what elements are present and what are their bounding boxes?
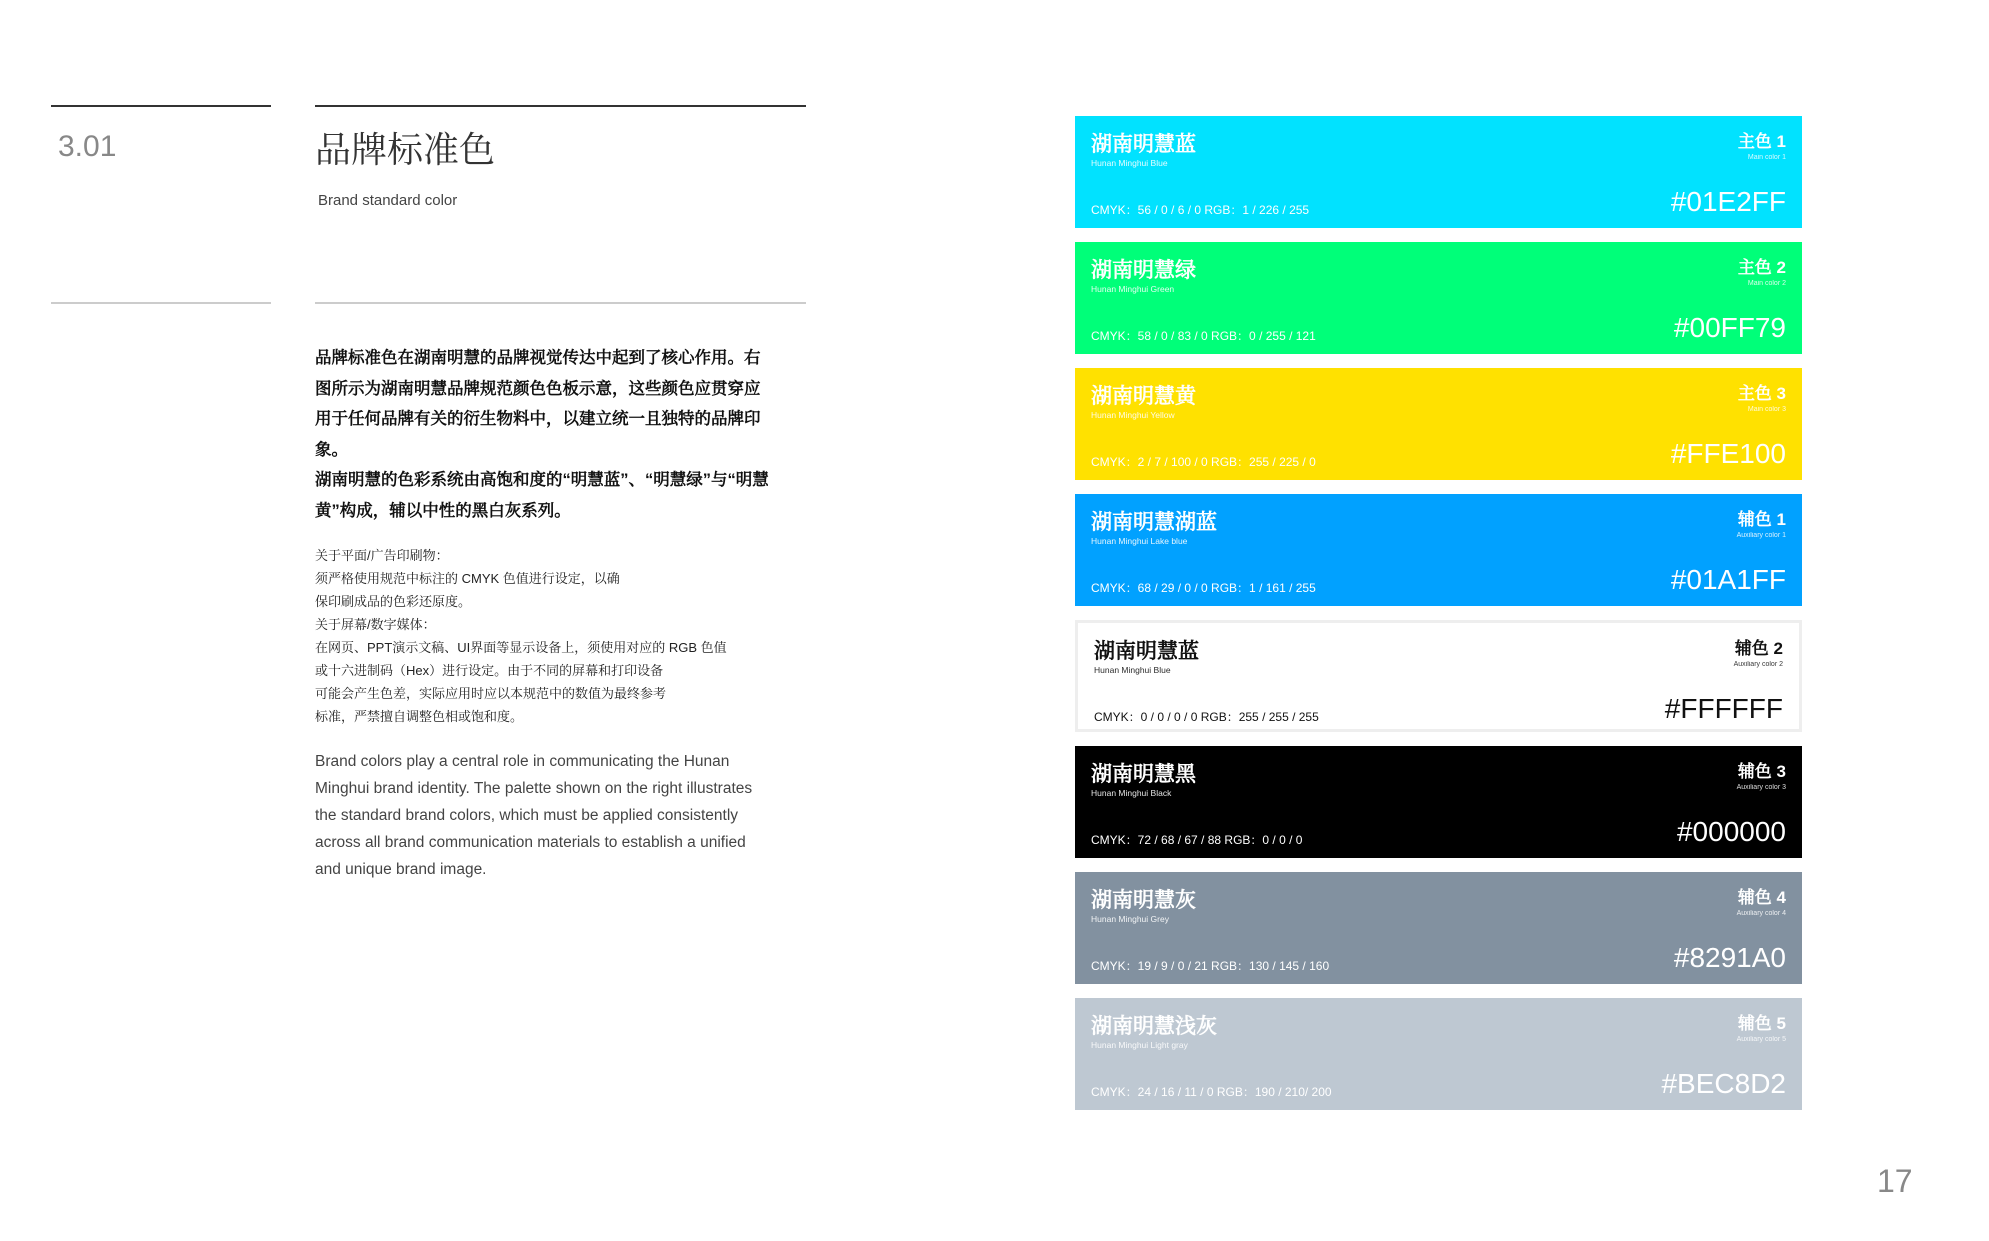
note-line: 在网页、PPT演示文稿、UI界面等显示设备上，须使用对应的 RGB 色值 <box>315 640 727 655</box>
divider-mid-right <box>315 302 806 304</box>
swatch-specs: CMYK：0 / 0 / 0 / 0 RGB：255 / 255 / 255 <box>1094 710 1319 724</box>
divider-top-left <box>51 105 271 107</box>
swatch-name: 湖南明慧蓝 <box>1091 133 1196 156</box>
page-title: 品牌标准色 <box>315 129 496 170</box>
color-swatch <box>1075 746 1802 858</box>
swatch-name: 湖南明慧黄 <box>1091 385 1196 408</box>
swatch-hex: #FFFFFF <box>1664 693 1783 724</box>
swatch-english-name: Hunan Minghui Grey <box>1091 914 1169 924</box>
color-swatch <box>1075 368 1802 480</box>
swatch-label: 辅色 2 <box>1734 639 1783 658</box>
swatch-hex: #FFE100 <box>1670 438 1786 469</box>
color-swatch <box>1075 116 1802 228</box>
swatch-label-english: Main color 1 <box>1747 154 1786 161</box>
swatch-label-english: Auxiliary color 4 <box>1736 910 1786 917</box>
swatch-hex: #8291A0 <box>1673 942 1786 973</box>
swatch-specs: CMYK：2 / 7 / 100 / 0 RGB：255 / 225 / 0 <box>1091 455 1316 469</box>
page-number: 17 <box>1877 1163 1913 1199</box>
swatch-name: 湖南明慧蓝 <box>1094 640 1199 663</box>
swatch-name: 湖南明慧灰 <box>1091 889 1196 912</box>
swatch-name: 湖南明慧绿 <box>1091 259 1196 282</box>
swatch-label-english: Main color 2 <box>1747 280 1786 287</box>
swatch-hex: #00FF79 <box>1673 312 1786 343</box>
body-en: Brand colors play a central role in communicating the Hunan Minghui brand identity. The palette shown on the right illustrates the standard brand colors, which must be applied consistently across all brand communication materials to establish a unified and unique brand image. <box>315 753 753 878</box>
swatch-english-name: Hunan Minghui Green <box>1091 284 1175 294</box>
swatch-label: 主色 3 <box>1737 384 1786 403</box>
swatch-hex: #01E2FF <box>1670 186 1786 217</box>
note-line: 标准，严禁擅自调整色相或饱和度。 <box>315 709 524 724</box>
swatch-hex: #BEC8D2 <box>1661 1068 1786 1099</box>
swatch-label: 辅色 3 <box>1737 762 1786 781</box>
swatch-english-name: Hunan Minghui Black <box>1091 788 1172 798</box>
swatch-label: 辅色 5 <box>1737 1014 1786 1033</box>
swatch-specs: CMYK：56 / 0 / 6 / 0 RGB：1 / 226 / 255 <box>1091 203 1310 217</box>
swatch-label-english: Auxiliary color 5 <box>1736 1036 1786 1043</box>
swatch-name: 湖南明慧浅灰 <box>1091 1015 1217 1038</box>
color-swatch <box>1075 242 1802 354</box>
page-subtitle: Brand standard color <box>318 192 458 209</box>
swatch-english-name: Hunan Minghui Light gray <box>1091 1040 1188 1050</box>
swatch-specs: CMYK：24 / 16 / 11 / 0 RGB：190 / 210/ 200 <box>1091 1085 1332 1099</box>
swatch-english-name: Hunan Minghui Lake blue <box>1091 536 1188 546</box>
color-swatch <box>1075 494 1802 606</box>
swatch-specs: CMYK：19 / 9 / 0 / 21 RGB：130 / 145 / 160 <box>1091 959 1330 973</box>
color-swatch <box>1075 998 1802 1110</box>
color-swatch <box>1075 872 1802 984</box>
swatch-label: 主色 2 <box>1737 258 1786 277</box>
note-line: 须严格使用规范中标注的 CMYK 色值进行设定，以确 <box>315 571 620 586</box>
swatch-specs: CMYK：68 / 29 / 0 / 0 RGB：1 / 161 / 255 <box>1091 581 1316 595</box>
swatch-name: 湖南明慧湖蓝 <box>1091 511 1217 534</box>
swatch-label: 辅色 1 <box>1737 510 1786 529</box>
swatch-label-english: Auxiliary color 3 <box>1736 784 1786 791</box>
swatch-hex: #000000 <box>1676 816 1786 847</box>
swatch-specs: CMYK：72 / 68 / 67 / 88 RGB：0 / 0 / 0 <box>1091 833 1303 847</box>
body-cn-paragraph: 湖南明慧的色彩系统由高饱和度的“明慧蓝”、“明慧绿”与“明慧黄”构成，辅以中性的黑白灰系列。 <box>315 471 769 520</box>
swatch-label-english: Auxiliary color 2 <box>1733 661 1783 668</box>
swatch-name: 湖南明慧黑 <box>1091 763 1196 786</box>
swatch-specs: CMYK：58 / 0 / 83 / 0 RGB：0 / 255 / 121 <box>1091 329 1316 343</box>
note-line: 或十六进制码（Hex）进行设定。由于不同的屏幕和打印设备 <box>315 663 664 678</box>
section-number: 3.01 <box>58 130 117 163</box>
body-cn-paragraph: 品牌标准色在湖南明慧的品牌视觉传达中起到了核心作用。右图所示为湖南明慧品牌规范颜色色板示意，这些颜色应贯穿应用于任何品牌有关的衍生物料中，以建立统一且独特的品牌印象。 <box>315 349 761 459</box>
body-cn <box>315 343 775 526</box>
swatch-label: 主色 1 <box>1737 132 1786 151</box>
swatch-english-name: Hunan Minghui Yellow <box>1091 410 1175 420</box>
usage-notes <box>315 544 775 728</box>
swatch-label: 辅色 4 <box>1737 888 1786 907</box>
divider-top-right <box>315 105 806 107</box>
note-line: 关于平面/广告印刷物： <box>315 548 449 563</box>
swatch-label-english: Main color 3 <box>1747 406 1786 413</box>
swatch-label-english: Auxiliary color 1 <box>1736 532 1786 539</box>
swatch-hex: #01A1FF <box>1670 564 1786 595</box>
note-line: 保印刷成品的色彩还原度。 <box>315 594 472 609</box>
divider-mid-left <box>51 302 271 304</box>
color-swatch <box>1075 620 1802 732</box>
swatch-english-name: Hunan Minghui Blue <box>1094 665 1171 675</box>
note-line: 可能会产生色差，实际应用时应以本规范中的数值为最终参考 <box>315 686 667 701</box>
swatch-english-name: Hunan Minghui Blue <box>1091 158 1168 168</box>
note-line: 关于屏幕/数字媒体： <box>315 617 436 632</box>
